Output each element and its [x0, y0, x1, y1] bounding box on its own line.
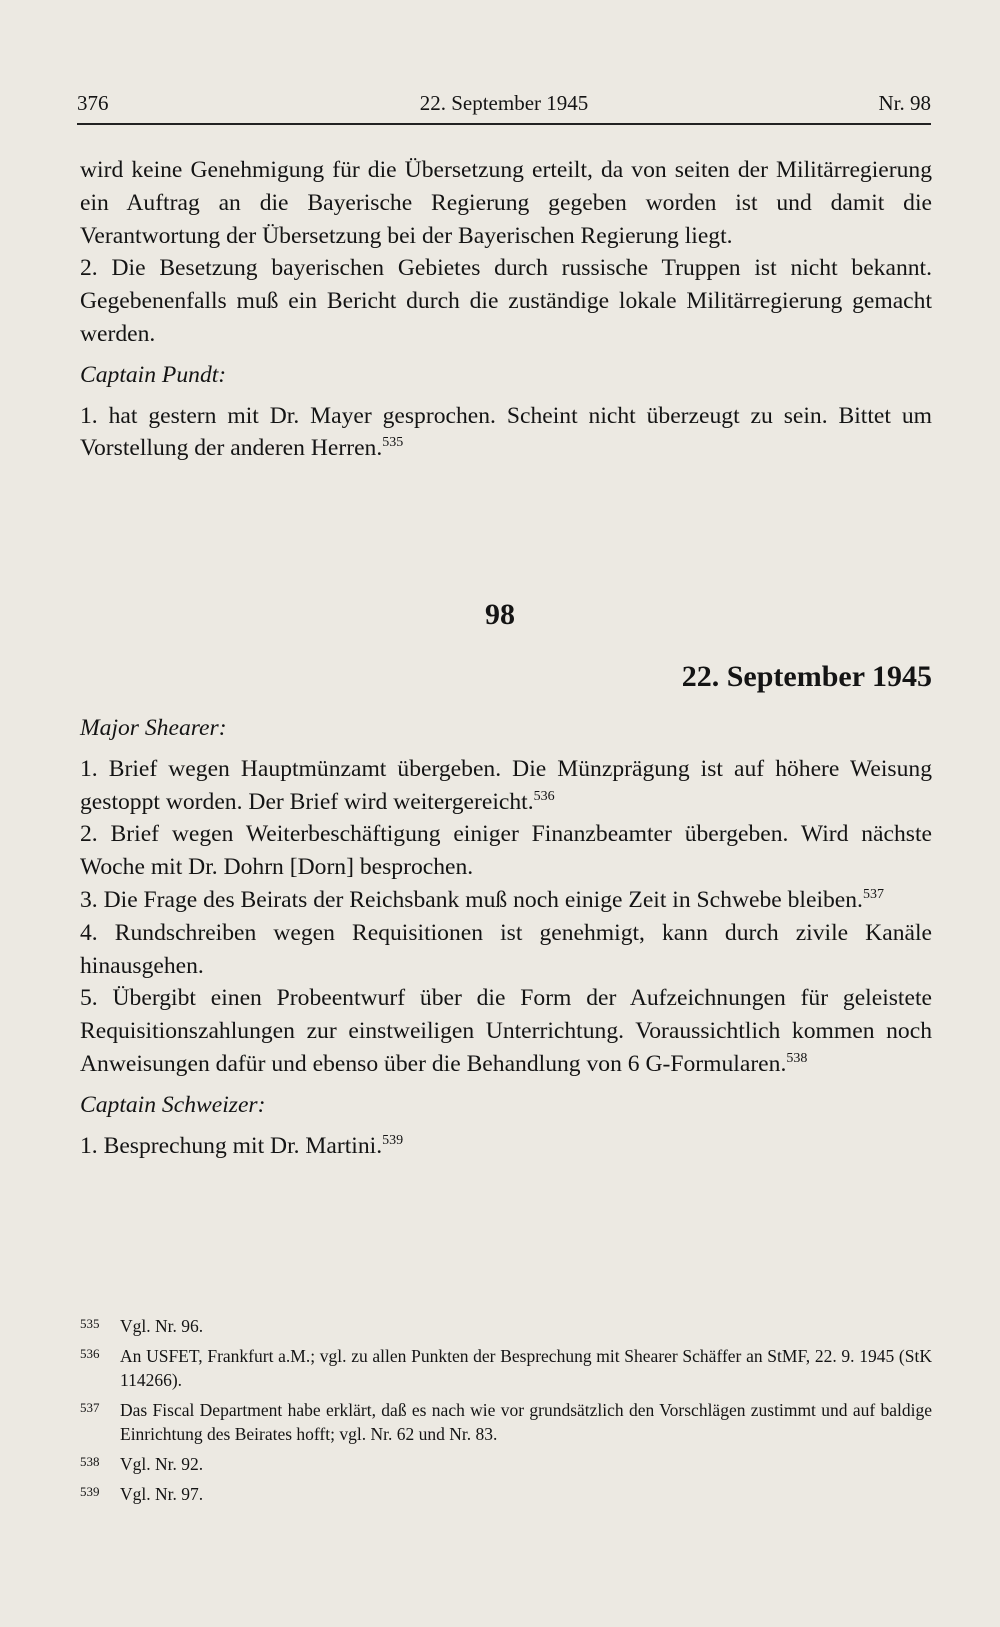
- paragraph: [80, 400, 932, 466]
- paragraph: wird keine Genehmigung für die Übersetzung erteilt, da von seiten der Militärregierung ein Auftrag an die Bayerische Regierung gegeben worden ist und damit die Verantwortung der Übersetzung bei der Bayerischen Regierung liegt.: [80, 157, 932, 249]
- footnote-ref: 537: [862, 887, 884, 903]
- footnote-number: 538: [80, 1453, 100, 1469]
- footnote: [80, 1398, 932, 1447]
- list-item: [80, 1130, 932, 1163]
- footnote-text: Vgl. Nr. 96.: [120, 1316, 204, 1336]
- document-number: 98: [485, 598, 515, 631]
- main-block: [80, 712, 932, 1162]
- paragraph: 2. Die Besetzung bayerischen Gebietes durch russische Truppen ist nicht bekannt. Gegebenenfalls muß ein Bericht durch die zuständige lokale Militärregierung gemacht werden.: [80, 255, 932, 347]
- continuation-block: [80, 154, 932, 465]
- speaker-label: Captain Pundt:: [80, 361, 227, 388]
- list-item: [80, 884, 932, 917]
- document-date: 22. September 1945: [681, 660, 932, 693]
- footnote-number: 536: [80, 1345, 100, 1361]
- footnote-ref: 538: [786, 1051, 808, 1067]
- footnote-ref: 539: [382, 1132, 404, 1148]
- page-number: 376: [77, 91, 109, 115]
- footnote-text: Vgl. Nr. 97.: [120, 1483, 204, 1504]
- speaker-label: Captain Schweizer:: [80, 1091, 266, 1118]
- list-item: [80, 753, 932, 819]
- footnote-number: 535: [80, 1316, 100, 1331]
- footnote: [80, 1344, 932, 1393]
- footnote-number: 537: [80, 1399, 100, 1415]
- item-text: 5. Übergibt einen Probeentwurf über die Form der Aufzeichnungen für geleistete Requisitionszahlungen zur einstweiligen Unterrichtung. Voraussichtlich kommen noch Anweisungen dafür und ebenso über die Behandlung von 6 G-Formularen.: [80, 985, 932, 1077]
- footnote-ref: 535: [382, 435, 404, 451]
- item-text: 3. Die Frage des Beirats der Reichsbank muß noch einige Zeit in Schwebe bleiben.: [80, 886, 863, 913]
- running-header: [77, 89, 931, 125]
- footnote-text: Vgl. Nr. 92.: [120, 1453, 204, 1474]
- footnote: [80, 1482, 932, 1507]
- list-item: 2. Brief wegen Weiterbeschäftigung einiger Finanzbeamter übergeben. Wird nächste Woche mit Dr. Dohrn [Dorn] besprochen.: [80, 821, 932, 881]
- footnote-number: 539: [80, 1483, 100, 1499]
- footnote-text: An USFET, Frankfurt a.M.; vgl. zu allen Punkten der Besprechung mit Shearer Schäffer an StMF, 22. 9. 1945 (StK 114266).: [120, 1345, 932, 1391]
- footnote: [80, 1452, 932, 1477]
- footnotes: [80, 1314, 932, 1511]
- header-date: 22. September 1945: [419, 91, 589, 115]
- list-item: 4. Rundschreiben wegen Requisitionen ist genehmigt, kann durch zivile Kanäle hinausgehen.: [80, 919, 932, 979]
- speaker-label: Major Shearer:: [80, 715, 227, 741]
- item-text: 1. Brief wegen Hauptmünzamt übergeben. Die Münzprägung ist auf höhere Weisung gestoppt worden. Der Brief wird weitergereicht.: [80, 755, 932, 815]
- footnote: [80, 1314, 932, 1339]
- footnote-ref: 536: [533, 788, 555, 804]
- list-item: [80, 982, 932, 1080]
- footnote-text: Das Fiscal Department habe erklärt, daß es nach wie vor grundsätzlich den Vorschlägen zustimmt und auf baldige Einrichtung des Beirates hofft; vgl. Nr. 62 und Nr. 83.: [120, 1399, 932, 1445]
- paragraph-text: 1. hat gestern mit Dr. Mayer gesprochen. Scheint nicht überzeugt zu sein. Bittet um Vorstellung der anderen Herren.: [80, 402, 932, 462]
- header-doc-ref: Nr. 98: [878, 91, 931, 115]
- item-text: 1. Besprechung mit Dr. Martini.: [80, 1132, 383, 1159]
